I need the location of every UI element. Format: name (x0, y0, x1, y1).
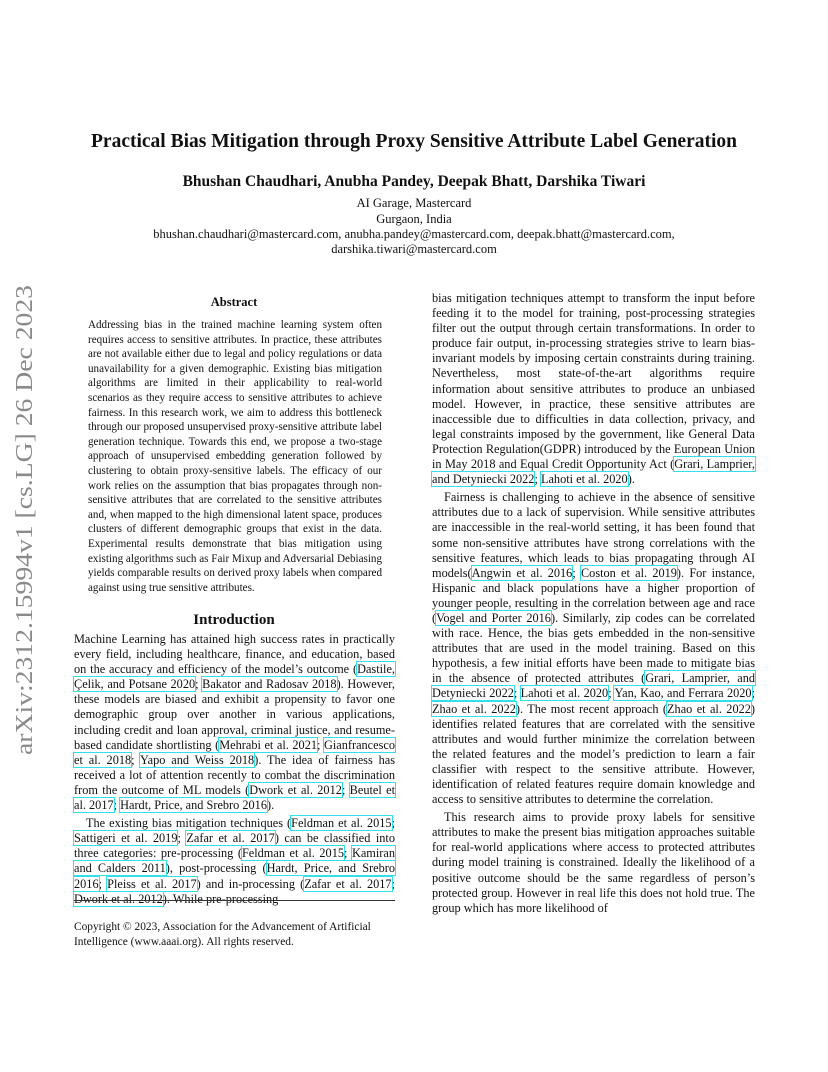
abstract-heading: Abstract (210, 295, 258, 309)
citation-link[interactable]: Yan, Kao, and Ferrara 2020 (614, 686, 752, 701)
citation-link[interactable]: Zhao et al. 2022 (432, 701, 516, 716)
right-paragraph-3: This research aims to provide proxy labels for sensitive attributes to make the present bias mitigation approaches suitable for real-world applications where access to protected attributes during model training is constrained. Ideally the likelihood of a positive outcome should be the same regardless of person’s protected group. However in real life this does not hold true. The group which has more likelihood of (432, 810, 755, 915)
author-list: Bhushan Chaudhari, Anubha Pandey, Deepak Bhatt, Darshika Tiwari (182, 173, 646, 190)
citation-link[interactable]: Zhao et al. 2022 (667, 701, 751, 716)
citation-link[interactable]: Lahoti et al. 2020 (540, 472, 628, 487)
citation-link[interactable]: Pleiss et al. 2017 (107, 876, 197, 891)
introduction-heading: Introduction (193, 612, 275, 628)
arxiv-stamp-text: arXiv:2312.15994v1 [cs.LG] 26 Dec 2023 (12, 347, 38, 755)
citation-link[interactable]: Feldman et al. 2015 (241, 846, 344, 861)
affiliation-org: AI Garage, Mastercard (356, 196, 472, 210)
citation-link[interactable]: Grari, Lamprier, and Detyniecki 2022 (432, 671, 755, 701)
citation-link[interactable]: Mehrabi et al. 2021 (219, 737, 317, 752)
citation-link[interactable]: Vogel and Porter 2016 (436, 610, 551, 625)
citation-link[interactable]: Dastile, Çelik, and Potsane 2020 (74, 662, 395, 692)
citation-link[interactable]: Feldman et al. 2015 (291, 816, 392, 831)
citation-link[interactable]: Beutel et al. 2017 (74, 782, 395, 813)
footnote-divider (74, 900, 395, 901)
left-column-text (74, 632, 395, 907)
citation-link[interactable]: Zafar et al. 2017 (304, 876, 392, 891)
citation-link[interactable]: Dwork et al. 2012 (74, 891, 163, 906)
right-column-text (432, 291, 755, 916)
arxiv-stamp (4, 285, 42, 755)
citation-link[interactable]: Grari, Lamprier, and Detyniecki 2022 (432, 457, 755, 487)
citation-link[interactable]: Angwin et al. 2016 (471, 565, 573, 580)
citation-link[interactable]: Coston et al. 2019 (580, 565, 677, 580)
citation-link[interactable]: Kamiran and Calders 2011 (74, 846, 395, 876)
author-emails-line2: darshika.tiwari@mastercard.com (331, 242, 497, 256)
citation-link[interactable]: Yapo and Weiss 2018 (140, 752, 255, 767)
right-paragraph-1: bias mitigation techniques attempt to transform the input before feeding it to the model for training, post-processing strategies filter out the output through certain transformations. In order to produce fair output, in-processing strategies strive to learn bias-invariant models by imposing certain constraints during training. Nevertheless, most state-of-the-art algorithms require information about sensitive attributes to produce an unbiased model. However, in practice, these sensitive attributes are inaccessible due to difficulties in data collection, privacy, and legal constraints imposed by the government, like General Data Protection Regulation(GDPR) introduced by the European Union in May 2018 and Equal Credit Opportunity Act (Grari, Lamprier, and Detyniecki 2022; Lahoti et al. 2020). (432, 291, 755, 487)
intro-paragraph-2: The existing bias mitigation techniques (Feldman et al. 2015; Sattigeri et al. 2019; Zafar et al. 2017) can be classified into three categories: pre-processing (Feldman et al. 2015; Kamiran and Calders 2011), post-processing (Hardt, Price, and Srebro 2016; Pleiss et al. 2017) and in-processing (Zafar et al. 2017; Dwork et al. 2012). While pre-processing (74, 816, 396, 906)
intro-paragraph-1: Machine Learning has attained high success rates in practically every field, including healthcare, finance, and education, based on the accuracy and efficiency of the model’s outcome (Dastile, Çelik, and Potsane 2020; Bakator and Radosav 2018). However, these models are biased and exhibit a propensity to favor one demographic group over another in various applications, including credit and loan approval, criminal justice, and resume-based candidate shortlisting (Mehrabi et al. 2021; Gianfrancesco et al. 2018; Yapo and Weiss 2018). The idea of fairness has received a lot of attention recently to combat the discrimination from the outcome of ML models (Dwork et al. 2012; Beutel et al. 2017; Hardt, Price, and Srebro 2016). (74, 632, 395, 813)
copyright-footnote: Copyright © 2023, Association for the Advancement of Artificial Intelligence (www.aaai.org). All rights reserved. (74, 921, 371, 948)
citation-link[interactable]: Hardt, Price, and Srebro 2016 (120, 798, 267, 813)
citation-link[interactable]: Dwork et al. 2012 (249, 782, 342, 797)
citation-link[interactable]: Hardt, Price, and Srebro 2016 (74, 861, 395, 891)
author-emails-line1: bhushan.chaudhari@mastercard.com, anubha.pandey@mastercard.com, deepak.bhatt@mastercard.com, (153, 227, 675, 241)
citation-link[interactable]: Sattigeri et al. 2019 (74, 831, 178, 846)
abstract-body: Addressing bias in the trained machine learning system often requires access to sensitive attributes. In practice, these attributes are not available either due to legal and policy regulations or data unavailability for a given demographic. Existing bias mitigation algorithms are limited in their applicability to real-world scenarios as they require access to sensitive attributes to achieve fairness. In this research work, we aim to address this bottleneck through our proposed unsupervised proxy-sensitive attribute label generation technique. Towards this end, we propose a two-stage approach of unsupervised embedding generation followed by clustering to obtain proxy-sensitive labels. The efficacy of our work relies on the assumption that bias propagates through non-sensitive attributes that are correlated to the sensitive attributes and, when mapped to the high dimensional latent space, produces clusters of different demographic groups that exist in the data. Experimental results demonstrate that bias mitigation using existing algorithms such as Fair Mixup and Adversarial Debiasing yields comparable results on derived proxy labels when compared against using true sensitive attributes. (88, 319, 382, 594)
citation-link[interactable]: Gianfrancesco et al. 2018 (74, 737, 395, 767)
right-paragraph-2: Fairness is challenging to achieve in the absence of sensitive attributes due to a lack of supervision. While sensitive attributes are inaccessible in the real-world setting, it has been found that some non-sensitive attributes have strong correlations with the sensitive features, which leads to bias propagating through AI models(Angwin et al. 2016; Coston et al. 2019). For instance, Hispanic and black populations have a higher proportion of younger people, resulting in the correlation between age and race (Vogel and Porter 2016). Similarly, zip codes can be correlated with race. Hence, the bias gets embedded in the non-sensitive attributes that are used in the model training. Based on this hypothesis, a few initial efforts have been made to mitigate bias in the absence of protected attributes (Grari, Lamprier, and Detyniecki 2022; Lahoti et al. 2020; Yan, Kao, and Ferrara 2020; Zhao et al. 2022). The most recent approach (Zhao et al. 2022) identifies related features that are correlated with the sensitive attributes and would further minimize the correlation between the related features and the model’s prediction to learn a fair classifier with respect to the sensitive attribute. However, identification of related features require domain knowledge and access to sensitive attributes to determine the correlation. (432, 490, 756, 807)
paper-title: Practical Bias Mitigation through Proxy Sensitive Attribute Label Generation (91, 131, 737, 152)
citation-link[interactable]: Zafar et al. 2017 (186, 831, 275, 846)
citation-link[interactable]: Bakator and Radosav 2018 (202, 677, 337, 692)
citation-link[interactable]: Lahoti et al. 2020 (520, 686, 609, 701)
affiliation-location: Gurgaon, India (376, 212, 452, 226)
